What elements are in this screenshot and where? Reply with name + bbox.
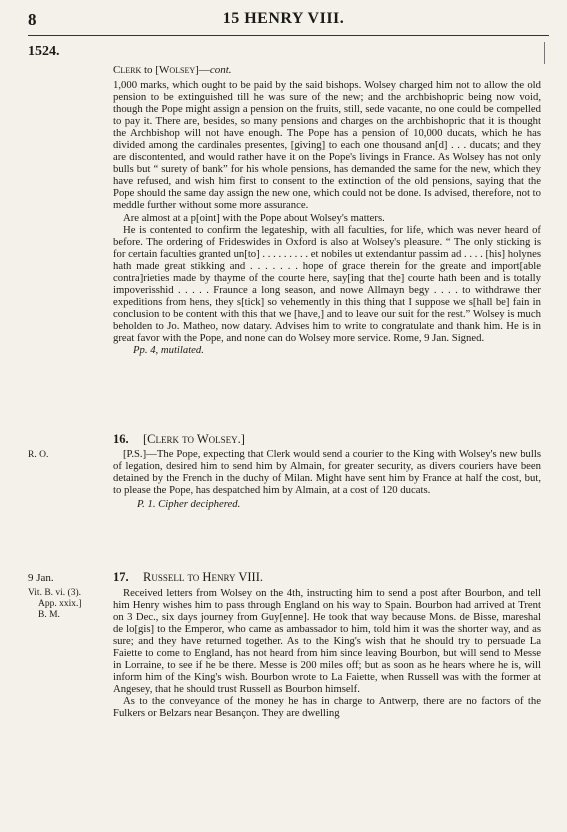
entry-title: Russell to Henry VIII. bbox=[143, 570, 263, 584]
continuation-body bbox=[113, 79, 541, 356]
margin-note-ro: R. O. bbox=[28, 450, 49, 460]
signature-note: Pp. 4, mutilated. bbox=[133, 344, 204, 357]
page-number: 8 bbox=[28, 10, 37, 29]
heading-name: Clerk bbox=[113, 64, 142, 76]
paragraph: [P.S.]—The Pope, expecting that Clerk would send a courier to the King with Wolsey's new bulls of legation, desired him to send him by Almain, for greater security, as divers couriers have been detained by the French in the duchy of Milan. Might have sent him by France at half the cost, but, to please the Pope, has despatched him by Almain, at a cost of 120 ducats. bbox=[113, 448, 541, 497]
entry-16-heading bbox=[113, 432, 245, 447]
entry-number: 16. bbox=[113, 432, 129, 446]
margin-note: B. M. bbox=[38, 610, 60, 620]
running-title: 15 HENRY VIII. bbox=[222, 10, 345, 27]
heading-cont: cont. bbox=[209, 64, 232, 76]
heading-to: to [ bbox=[141, 64, 159, 76]
year-label: 1524. bbox=[28, 44, 60, 59]
continuation-heading bbox=[113, 64, 232, 76]
paragraph: He is contented to confirm the legateship, with all faculties, for life, which was never heard of before. The ordering of Frideswides in Oxford is also at Wolsey's pleasure. “ The only sticking is for certain faculties granted un[to] . . . . . . . . . et nobiles ut extendantur passim ad . . . . [his] holynes hath made great stikking and . . . . . . . hope of grace therein for the greate and import[able contra]rieties made by thayme of the courte here, say[ing that the] courte hath been and is totally impoverisshid . . . . . Fraunce a long season, and nowe Allmayn begy . . . . to withdrawe ther expeditions from hens, they s[tick] so vehemently in this thing that I suppose we s[hall be] fain in conclusion to be content with this that we [have,] and to leave our suit for the rest.” Wolsey is much beholden to Jo. Matheo, now datary. Advises him to write to congratulate and thank him. He is in great favor with the Pope, and none can do Wolsey more service. Rome, 9 Jan. Signed. bbox=[113, 223, 541, 344]
margin-mark bbox=[544, 42, 555, 64]
entry-note: P. 1. Cipher deciphered. bbox=[137, 498, 241, 511]
entry-17-heading bbox=[113, 570, 263, 585]
entry-17-body bbox=[113, 587, 541, 720]
heading-end: ]— bbox=[195, 64, 210, 76]
paragraph: 1,000 marks, which ought to be paid by the said bishops. Wolsey charged him not to allow the old pension to be extinguished till he was sure of the new; and the archbishopric being now void, though the Pope might assign a pension on the fruits, still, sede vacante, no one could be compelled to pay it. There are, besides, so many pensions and charges on the archbishopric that it is thought the Archbishop will not have enough. The Pope has a pension of 10,000 ducats, which he has divided among the cardinales presentes, [giving] to each one thousand an[d] . . . ducats; and they are discontented, and would rather have it on the Pope's livings in France. As Wolsey has not only bulls but “ surety of bank” for his whole pensions, has demanded the same for the new, which they have refused, and wish him first to consent to the extinction of the old pensions, saying that the Pope should the same day assign the new one, which could not be done. Is advised, therefore, not to meddle further without some more assurance. bbox=[113, 79, 541, 212]
margin-note: App. xxix.] bbox=[38, 599, 82, 609]
heading-wolsey: Wolsey bbox=[158, 64, 196, 76]
paragraph: Are almost at a p[oint] with the Pope about Wolsey's matters. bbox=[123, 211, 385, 224]
header-rule bbox=[28, 35, 549, 36]
entry-number: 17. bbox=[113, 570, 129, 584]
margin-note: Vit. B. vi. (3). bbox=[28, 588, 81, 598]
page-header bbox=[28, 10, 539, 32]
paragraph: As to the conveyance of the money he has in charge to Antwerp, there are no factors of the Fulkers or Belzars near Besançon. They are dwelling bbox=[113, 695, 541, 720]
entry-17-margin-notes bbox=[28, 588, 108, 621]
entry-16-body bbox=[113, 448, 541, 510]
entry-17-date: 9 Jan. bbox=[28, 572, 54, 584]
paragraph: Received letters from Wolsey on the 4th, instructing him to send a post after Bourbon, and tell him Henry wishes him to pass through England on his way to Spain. Bourbon had arrived at Trent on 3 Dec., six days journey from Guy[enne]. He took that way because Mons. de Bisse, mareshal de lo[gis] to the Emperor, who came as ambassador to him, told him it was the shorter way, and as sure; and they have returned together. As to the King's wish that he should try to persuade La Faiette to come to England, has not heard from him since leaving Bourbon, but will send to Messe in Lorraine, to see if he be there. Messe is 200 miles off; but as soon as he hears where he is, will inform him of the King's wish. Bourbon wrote to La Faiette, when Russell was with the former at Angesey, that he should trust Russell as Bourbon himself. bbox=[113, 587, 541, 696]
entry-title: [Clerk to Wolsey.] bbox=[143, 432, 245, 446]
